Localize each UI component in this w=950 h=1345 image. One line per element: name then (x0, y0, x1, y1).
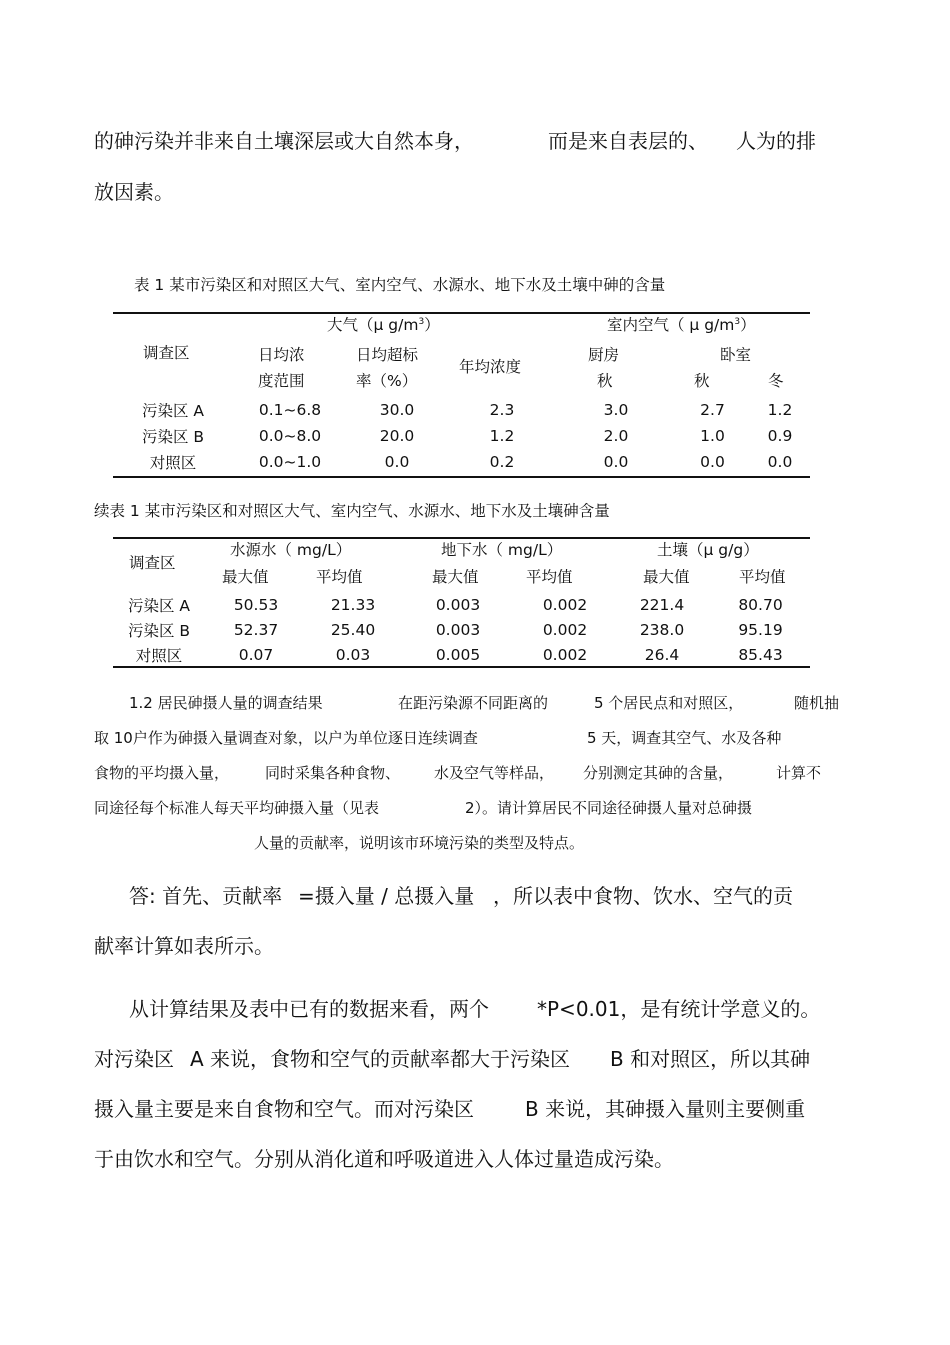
table1-header-region: 调查区 (143, 344, 190, 362)
conclusion-text-4: 于由饮水和空气。分别从消化道和呼吸道进入人体过量造成污染。 (94, 1147, 674, 1171)
table1b-header-source-water: 水源水（ mg/L） (230, 541, 352, 559)
question-text-2b: 5 天，调查其空气、水及各种 (587, 729, 782, 747)
question-text-1c: 5 个居民点和对照区， (594, 694, 744, 712)
question-text-2a: 取 10户作为砷摄入量调查对象，以户为单位逐日连续调查 (94, 729, 478, 747)
table-cell: 污染区 A (127, 596, 191, 615)
conclusion-text-3b: B 来说，其砷摄入量则主要侧重 (525, 1097, 806, 1121)
table1b-header-avg-1: 平均值 (316, 568, 363, 586)
table-cell: 0.003 (435, 595, 481, 614)
table-row (113, 449, 810, 475)
table-cell: 0.1~6.8 (258, 401, 322, 419)
intro-text-1b: 而是来自表层的、 (548, 129, 708, 153)
answer-text-1c: ，所以表中食物、饮水、空气的贡 (493, 884, 793, 908)
table1b-header-max-2: 最大值 (432, 568, 479, 586)
table1b-bottom-rule (113, 666, 810, 668)
table-row (113, 423, 810, 449)
conclusion-text-2b: A 来说，食物和空气的贡献率都大于污染区 (190, 1047, 571, 1071)
table1-header-daily-range-1: 日均浓 (258, 346, 305, 364)
table-cell: 污染区 B (141, 428, 205, 446)
table1b-top-rule (113, 537, 810, 539)
table-cell: 85.43 (738, 645, 783, 664)
intro-text-1a: 的砷污染并非来自土壤深层或大自然本身， (94, 129, 474, 153)
table-cell: 0.0~8.0 (258, 427, 322, 445)
table1-body (113, 397, 810, 475)
table-cell: 0.002 (542, 595, 588, 614)
table1-header-autumn-kitchen: 秋 (597, 372, 613, 390)
question-text-3d: 分别测定其砷的含量， (583, 764, 734, 782)
table-cell: 1.2 (767, 401, 793, 419)
table-cell: 1.2 (489, 427, 515, 445)
table1-header-daily-range-2: 度范围 (258, 372, 305, 390)
table-cell: 对照区 (149, 454, 197, 472)
question-text-3b: 同时采集各种食物、 (265, 764, 401, 782)
table-cell: 污染区 B (127, 621, 191, 640)
table-cell: 21.33 (330, 595, 376, 614)
table1b-body (113, 592, 810, 667)
table1b-header-max-1: 最大值 (222, 568, 269, 586)
intro-text-1c: 人为的排 (736, 129, 816, 153)
table-cell: 95.19 (738, 620, 783, 639)
table1-header-autumn-bedroom: 秋 (694, 372, 710, 390)
conclusion-text-2a: 对污染区 (94, 1047, 174, 1071)
intro-text-2: 放因素。 (94, 180, 174, 204)
table1-header-annual: 年均浓度 (459, 358, 522, 376)
table1b-header-soil: 土壤（μ g/g） (657, 541, 759, 559)
table1b-header-avg-2: 平均值 (526, 568, 573, 586)
table-cell: 80.70 (738, 595, 783, 614)
table1b-header-avg-3: 平均值 (739, 568, 786, 586)
question-text-4b: 2）。请计算居民不同途径砷摄人量对总砷摄 (465, 799, 753, 817)
question-text-1b: 在距污染源不同距离的 (398, 694, 549, 712)
conclusion-text-1b: *P<0.01，是有统计学意义的。 (537, 997, 821, 1021)
table-cell: 0.005 (435, 645, 481, 664)
table-cell: 2.7 (700, 401, 725, 419)
table-cell: 25.40 (330, 620, 376, 639)
table1-bottom-rule (113, 476, 810, 478)
table-row (113, 617, 810, 642)
question-text-3a: 食物的平均摄入量， (94, 764, 230, 782)
table-cell: 0.003 (435, 620, 481, 639)
table-row (113, 642, 810, 667)
table-cell: 221.4 (639, 595, 685, 614)
table-cell: 0.0 (700, 453, 725, 471)
answer-text-1b: =摄入量 / 总摄入量 (298, 884, 475, 908)
table-row (113, 592, 810, 617)
table1-header-exceed-1: 日均超标 (356, 346, 419, 364)
question-text-1a: 1.2 居民砷摄人量的调查结果 (129, 694, 323, 712)
table1b-caption: 续表 1 某市污染区和对照区大气、室内空气、水源水、地下水及土壤砷含量 (94, 502, 610, 520)
table-cell: 30.0 (379, 401, 415, 419)
table1-header-winter-bedroom: 冬 (768, 372, 784, 390)
table1-top-rule (113, 312, 810, 314)
table-cell: 2.3 (489, 401, 515, 419)
table-cell: 0.0~1.0 (258, 453, 322, 471)
table-cell: 1.0 (700, 427, 725, 445)
table-cell: 0.07 (238, 645, 274, 664)
table1b-header-groundwater: 地下水（ mg/L） (441, 541, 563, 559)
table-cell: 0.2 (489, 453, 515, 471)
conclusion-text-1a: 从计算结果及表中已有的数据来看，两个 (129, 997, 489, 1021)
table-cell: 0.9 (767, 427, 793, 445)
answer-text-2: 献率计算如表所示。 (94, 934, 274, 958)
table-row (113, 397, 810, 423)
table-cell: 3.0 (603, 401, 629, 419)
table-cell: 0.0 (384, 453, 410, 471)
table-cell: 20.0 (379, 427, 415, 445)
table-cell: 238.0 (639, 620, 685, 639)
table1b-header-max-3: 最大值 (643, 568, 690, 586)
table-cell: 0.0 (603, 453, 629, 471)
table-cell: 对照区 (135, 646, 183, 665)
table-cell: 52.37 (233, 620, 279, 639)
table-cell: 2.0 (603, 427, 629, 445)
table-cell: 0.03 (335, 645, 371, 664)
table1-header-air: 大气（μ $g/m^3$） (327, 316, 440, 334)
table1-header-exceed-2: 率（%） (356, 372, 418, 390)
table-cell: 0.002 (542, 620, 588, 639)
table1-header-indoor: 室内空气（ μ $g/m^3$） (607, 316, 756, 334)
conclusion-text-3a: 摄入量主要是来自食物和空气。而对污染区 (94, 1097, 474, 1121)
table-cell: 0.002 (542, 645, 588, 664)
question-text-1d: 随机抽 (794, 694, 840, 712)
table1b-header-region: 调查区 (129, 554, 176, 572)
question-text-5: 人量的贡献率，说明该市环境污染的类型及特点。 (254, 834, 585, 852)
table1-caption: 表 1 某市污染区和对照区大气、室内空气、水源水、地下水及土壤中砷的含量 (134, 276, 666, 294)
table1-header-bedroom: 卧室 (720, 346, 752, 364)
answer-text-1a: 答: 首先、贡献率 (129, 884, 283, 908)
table-cell: 污染区 A (141, 402, 205, 420)
question-text-3c: 水及空气等样品， (434, 764, 555, 782)
table-cell: 26.4 (644, 645, 680, 664)
question-text-3e: 计算不 (776, 764, 822, 782)
table-cell: 0.0 (767, 453, 793, 471)
question-text-4a: 同途径每个标准人每天平均砷摄入量（见表 (94, 799, 380, 817)
table-cell: 50.53 (233, 595, 279, 614)
table1-header-kitchen: 厨房 (588, 346, 620, 364)
conclusion-text-2c: B 和对照区，所以其砷 (610, 1047, 811, 1071)
